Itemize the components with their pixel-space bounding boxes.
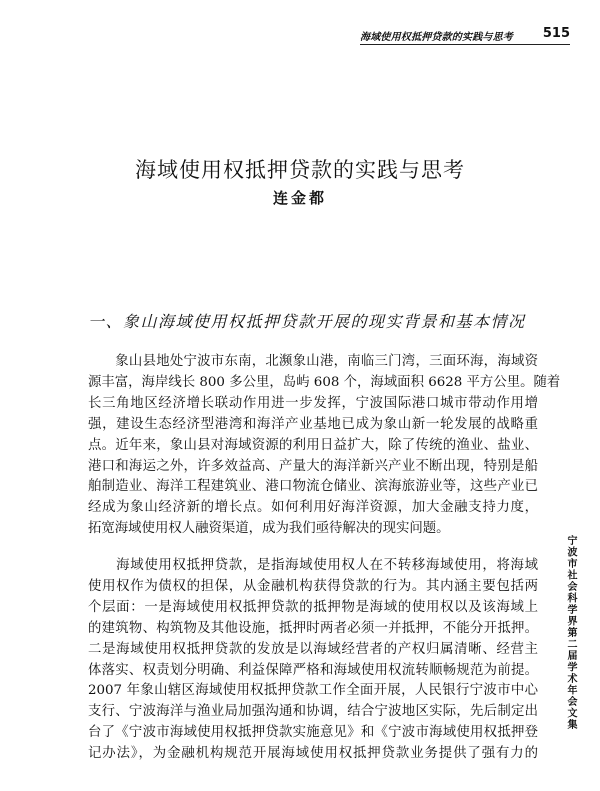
paragraph-line: 的建筑物、构筑物及其他设施，抵押时两者必须一并抵押，不能分开抵押。 xyxy=(88,620,538,636)
paragraph-line: 长三角地区经济增长联动作用进一步发挥，宁波国际港口城市带动作用增 xyxy=(88,395,538,411)
page-number: 515 xyxy=(542,26,570,41)
section-heading: 一、象山海域使用权抵押贷款开展的现实背景和基本情况 xyxy=(88,312,526,331)
paragraph-line: 体落实、权责划分明确、利益保障严格和海域使用权流转顺畅规范为前提。 xyxy=(88,662,538,678)
running-title: 海域使用权抵押贷款的实践与思考 xyxy=(360,32,513,43)
paragraph-2 xyxy=(88,556,538,765)
paragraph-line: 拓宽海域使用权人融资渠道，成为我们亟待解决的现实问题。 xyxy=(88,521,450,537)
article-author: 连金都 xyxy=(272,189,327,207)
paragraph-line: 强，建设生态经济型港湾和海洋产业基地已成为象山新一轮发展的战略重 xyxy=(88,416,538,432)
paragraph-line: 点。近年来，象山县对海域资源的利用日益扩大，除了传统的渔业、盐业、 xyxy=(88,437,538,453)
paragraph-line: 个层面：一是海域使用权抵押贷款的抵押物是海域的使用权以及该海域上 xyxy=(88,599,538,615)
paragraph-line: 二是海域使用权抵押贷款的发放是以海域经营者的产权归属清晰、经营主 xyxy=(88,641,538,657)
paragraph-line: 经成为象山经济新的增长点。如何利用好海洋资源，加大金融支持力度， xyxy=(88,500,538,516)
paragraph-line: 记办法》，为金融机构规范开展海域使用权抵押贷款业务提供了强有力的 xyxy=(88,746,538,762)
paragraph-line: 象山县地处宁波市东南，北濒象山港，南临三门湾，三面环海，海域资 xyxy=(88,354,538,369)
paragraph-line: 支行、宁波海洋与渔业局加强沟通和协调，结合宁波地区实际，先后制定出 xyxy=(88,704,538,720)
running-header xyxy=(360,24,570,46)
paragraph-1 xyxy=(88,352,561,540)
paragraph-line: 舶制造业、海洋工程建筑业、港口物流仓储业、滨海旅游业等，这些产业已 xyxy=(88,479,538,495)
paragraph-line: 源丰富，海岸线长 800 多公里，岛屿 608 个，海域面积 6628 平方公里。随着 xyxy=(88,374,561,390)
paragraph-line: 台了《宁波市海域使用权抵押贷款实施意见》和《宁波市海域使用权抵押登 xyxy=(88,725,538,741)
header-rule xyxy=(360,44,570,45)
side-note: 宁波市社会科学界第二届学术年会文集 xyxy=(565,535,576,731)
paragraph-line: 使用权作为债权的担保，从金融机构获得贷款的行为。其内涵主要包括两 xyxy=(88,578,538,594)
paragraph-line: 海域使用权抵押贷款，是指海域使用权人在不转移海域使用，将海域 xyxy=(88,558,538,573)
paragraph-line: 2007 年象山辖区海域使用权抵押贷款工作全面开展，人民银行宁波市中心 xyxy=(88,683,538,699)
article-title: 海域使用权抵押贷款的实践与思考 xyxy=(135,158,465,183)
paragraph-line: 港口和海运之外，许多效益高、产量大的海洋新兴产业不断出现，特别是船 xyxy=(88,458,538,474)
